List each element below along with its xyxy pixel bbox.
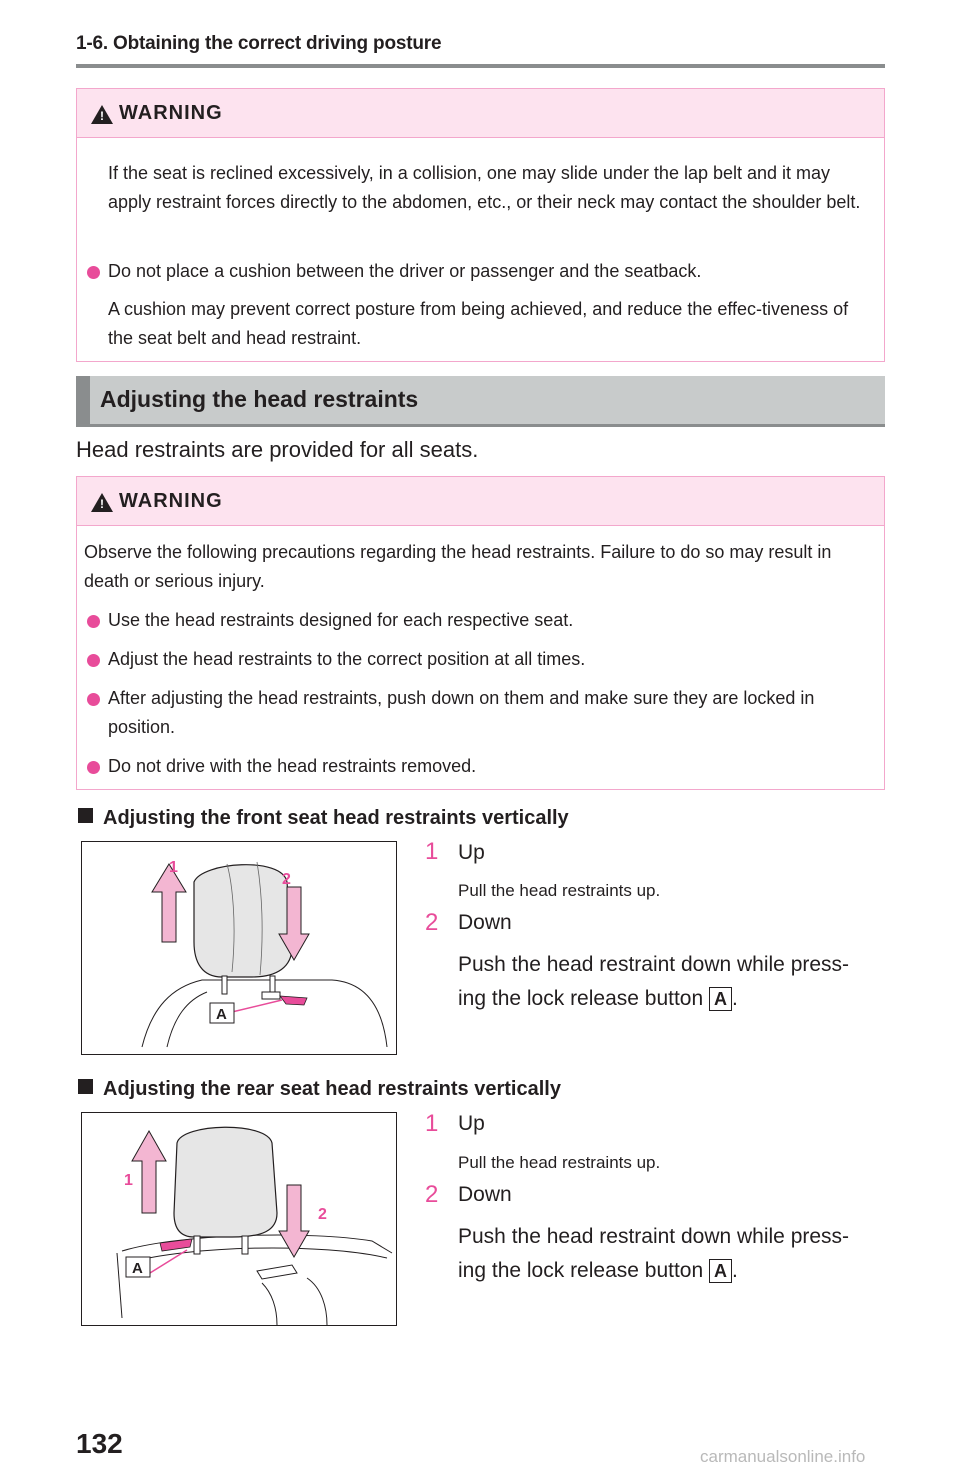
rear-heading-text: Adjusting the rear seat head restraints vertically: [103, 1078, 561, 1100]
rear-step1-detail: Pull the head restraints up.: [458, 1153, 661, 1172]
warning-box-1: [76, 88, 885, 362]
section-title: Adjusting the head restraints: [100, 386, 419, 412]
header-rule: [76, 64, 885, 68]
front-heading-text: Adjusting the front seat head restraints vertically: [103, 807, 569, 829]
rear-step2-detail: Push the head restraint down while press-: [458, 1225, 850, 1248]
warning-header: [77, 89, 884, 138]
rear-headrest-drawing: [82, 1113, 396, 1325]
bullet-icon: [87, 654, 100, 667]
warning-bullet-detail: A cushion may prevent correct posture from being achieved, and reduce the effec-tiveness of the seat belt and head restraint.: [108, 299, 849, 348]
warning-bullet: Do not place a cushion between the driver or passenger and the seatback.: [108, 261, 702, 281]
rear-step2-number: 2: [425, 1181, 439, 1208]
rear-step2-text: Down: [458, 1183, 512, 1206]
front-step2-detail-text: ing the lock release button: [458, 987, 704, 1010]
lock-release-button-label: A: [709, 987, 732, 1011]
rear-step1-text: Up: [458, 1112, 485, 1135]
warning-paragraph: If the seat is reclined excessively, in a collision, one may slide under the lap belt and it may apply restraint forces directly to the abdomen, etc., or their neck may contact the shoulder belt.: [108, 163, 861, 212]
front-step2-detail-line2: ing the lock release button A .: [458, 987, 738, 1010]
square-bullet-icon: [78, 808, 93, 823]
warning-bullet: Do not drive with the head restraints removed.: [108, 756, 477, 776]
front-headrest-drawing: [82, 842, 396, 1054]
bullet-icon: [87, 615, 100, 628]
rear-headrest-illustration: [81, 1112, 397, 1326]
front-step1-number: 1: [425, 838, 439, 865]
front-headrest-illustration: [81, 841, 397, 1055]
fig-label-a: A: [132, 1260, 143, 1277]
warning-bullet: After adjusting the head restraints, push down on them and make sure they are locked in position.: [108, 688, 815, 737]
fig-label-1: 1: [169, 859, 178, 876]
front-step1-text: Up: [458, 841, 485, 864]
section-heading-bar: [76, 376, 885, 424]
warning-header: [77, 477, 884, 526]
fig-label-2: 2: [318, 1206, 327, 1223]
front-step1-detail: Pull the head restraints up.: [458, 881, 661, 900]
front-step2-text: Down: [458, 911, 512, 934]
lock-release-button-label: A: [709, 1259, 732, 1283]
intro-text: Head restraints are provided for all seats.: [76, 437, 479, 462]
rear-step2-detail-line2: ing the lock release button A .: [458, 1259, 738, 1282]
bullet-icon: [87, 266, 100, 279]
warning-icon: [91, 493, 113, 512]
rear-step2-detail-text: ing the lock release button: [458, 1259, 704, 1282]
front-subheading: [78, 807, 569, 830]
front-step2-detail: Push the head restraint down while press-: [458, 953, 850, 976]
watermark: carmanualsonline.info: [700, 1447, 866, 1466]
fig-label-1: 1: [124, 1172, 133, 1189]
warning-label: WARNING: [119, 490, 223, 512]
rear-subheading: [78, 1078, 561, 1101]
rear-step1-number: 1: [425, 1110, 439, 1137]
warning-label: WARNING: [119, 102, 223, 124]
warning-icon: [91, 105, 113, 124]
bullet-icon: [87, 693, 100, 706]
page-header-title: 1-6. Obtaining the correct driving posture: [76, 33, 442, 54]
fig-label-a: A: [216, 1006, 227, 1023]
section-accent: [76, 376, 90, 424]
warning-bullet: Adjust the head restraints to the correct position at all times.: [108, 649, 586, 669]
section-underline: [76, 424, 885, 427]
warning-bullet: Use the head restraints designed for each respective seat.: [108, 610, 574, 630]
warning-paragraph: Observe the following precautions regarding the head restraints. Failure to do so may result in death or serious injury.: [84, 542, 832, 591]
square-bullet-icon: [78, 1079, 93, 1094]
page-number: 132: [76, 1428, 123, 1459]
warning-box-2: [76, 476, 885, 790]
bullet-icon: [87, 761, 100, 774]
front-step2-number: 2: [425, 909, 439, 936]
fig-label-2: 2: [282, 871, 291, 888]
